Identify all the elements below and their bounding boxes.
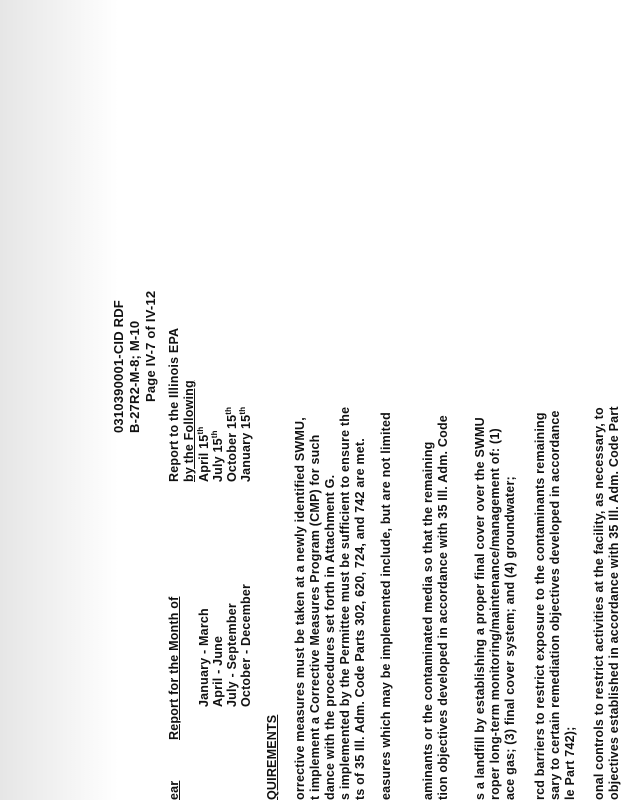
list-item-line: rcd barriers to restrict exposure to the contaminants remaining xyxy=(533,412,547,800)
table-row-period: July - September xyxy=(225,603,239,707)
list-item-line: roper long-term monitoring/maintenance/management of: (1) xyxy=(488,428,502,800)
column-header-report-month: Report for the Month of xyxy=(167,596,181,740)
list-item-line: onal controls to restrict activities at the facility, as necessary, to xyxy=(592,407,606,800)
list-item-line: sary to certain remediation objectives developed in accordance xyxy=(548,410,562,800)
table-row-due-date: April 15th xyxy=(195,426,211,482)
section-heading: QUIREMENTS xyxy=(265,714,279,800)
scan-edge-shadow xyxy=(0,0,118,800)
paragraph-line: ts of 35 Ill. Adm. Code Parts 302, 620, 724, and 742 are met. xyxy=(353,438,367,800)
list-item-line: le Part 742); xyxy=(563,726,577,800)
table-row-period: October - December xyxy=(239,583,253,707)
table-row-due-date: January 15th xyxy=(237,406,253,482)
paragraph-line: dance with the procedures set forth in Attachment G. xyxy=(323,474,337,800)
column-header-report-to-epa: Report to the Illinois EPA xyxy=(167,327,181,482)
paragraph-line: easures which may be implemented include, but are not limited xyxy=(379,412,393,800)
list-item-line: aminants or the contaminated media so that the remaining xyxy=(421,441,435,800)
list-item-line: tion objectives developed in accordance with 35 Ill. Adm. Code xyxy=(436,415,450,800)
column-header-by-following: by the Following xyxy=(182,380,196,482)
table-row-period: January - March xyxy=(197,608,211,707)
list-item-line: s a landfill by establishing a proper final cover over the SWMU xyxy=(473,417,487,800)
paragraph-line: t implement a Corrective Measures Program (CMP) for such xyxy=(308,434,322,800)
table-row-period: April - June xyxy=(211,635,225,707)
list-item-line: objectives established in accordance with 35 Ill. Adm. Code Part xyxy=(607,406,621,800)
table-row-due-date: July 15th xyxy=(209,430,225,482)
list-item-line: ace gas; (3) final cover system; and (4) groundwater; xyxy=(503,476,517,800)
paragraph-line: orrective measures must be taken at a newly identified SWMU, xyxy=(293,417,307,800)
table-row-due-date: October 15th xyxy=(223,406,239,482)
column-header-year-fragment: ear xyxy=(167,780,181,800)
document-id: 0310390001-CID RDF xyxy=(111,300,126,433)
paragraph-line: s implemented by the Permittee must be sufficient to ensure the xyxy=(338,406,352,800)
page-number: Page IV-7 of IV-12 xyxy=(143,290,158,402)
permit-log-number: B-27R2-M-8; M-10 xyxy=(127,320,142,433)
